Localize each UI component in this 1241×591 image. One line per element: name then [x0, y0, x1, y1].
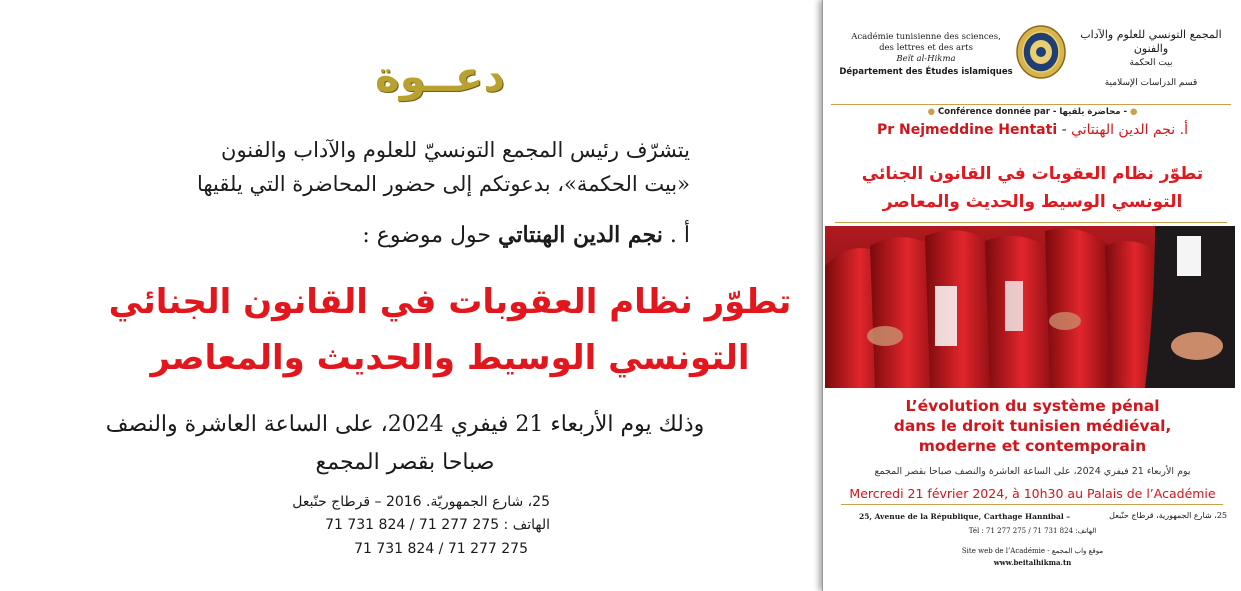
title-fr-line-1: L’évolution du système pénal: [905, 397, 1160, 415]
title-fr-line-3: moderne et contemporain: [918, 437, 1147, 455]
poster-speaker: Pr Nejmeddine Hentati - أ. نجم الدين الهنتاتي: [877, 122, 1188, 138]
divider: [841, 504, 1223, 505]
header-ar-line-1: المجمع التونسي للعلوم والآداب والفنون: [1080, 28, 1222, 55]
header-fr-line-3: Beït al-Hikma: [896, 54, 956, 64]
header-ar-line-2: بيت الحكمة: [1129, 58, 1173, 68]
poster-title-french: [823, 396, 1241, 456]
phone-label: الهاتف : 275 277 71 / 824 731 71: [325, 517, 550, 533]
poster-phone: Tél : 71 277 275 / 71 731 824 :الهاتف: [968, 527, 1097, 535]
invitation-text: [20, 0, 790, 591]
header-fr-line-2: des lettres et des arts: [879, 43, 973, 53]
speaker-name-ar: أ. نجم الدين الهنتاتي: [1071, 122, 1188, 138]
divider: [831, 104, 1231, 105]
invitation-line-2: «بيت الحكمة»، بدعوتكم إلى حضور المحاضرة التي يلقيها: [196, 172, 690, 196]
lecture-topic-line-1: تطوّر نظام العقوبات في القانون الجنائي: [108, 282, 792, 322]
invitation-title: دعــوة: [374, 52, 506, 101]
conference-poster: [822, 0, 1241, 591]
date-line-2: صباحا بقصر المجمع: [315, 450, 495, 475]
phone-line: 71 731 824 / 71 277 275: [354, 541, 528, 557]
website-url[interactable]: www.beitalhikma.tn: [993, 558, 1072, 567]
invitation-line-1: يتشرّف رئيس المجمع التونسيّ للعلوم والآداب والفنون: [221, 138, 690, 162]
poster-date-ar: يوم الأربعاء 21 فيفري 2024، على الساعة العاشرة والنصف صباحا بقصر المجمع: [874, 466, 1191, 477]
title-fr-line-2: dans le droit tunisien médiéval,: [893, 417, 1172, 435]
topic-intro: حول موضوع :: [362, 223, 498, 248]
date-line-1: وذلك يوم الأربعاء 21 فيفري 2024، على الساعة العاشرة والنصف: [105, 412, 705, 437]
address-line: 25، شارع الجمهوريّة. 2016 – قرطاج حنّبعل: [292, 494, 550, 510]
judges-in-red-robes-photo: [825, 226, 1235, 388]
poster-title-ar-line-1: تطوّر نظام العقوبات في القانون الجنائي: [861, 164, 1204, 184]
conference-label-ar: محاضرة يلقيها -: [1059, 107, 1127, 117]
divider: [835, 222, 1227, 223]
academy-seal-icon: [1015, 24, 1067, 80]
header-fr-line-1: Académie tunisienne des sciences,: [851, 32, 1001, 42]
header-fr-department: Département des Études islamiques: [839, 67, 1013, 77]
poster-header-arabic: [1071, 28, 1231, 90]
poster-date-fr: Mercredi 21 février 2024, à 10h30 au Palais de l’Académie: [849, 486, 1216, 501]
speaker-prefix: أ .: [662, 223, 690, 248]
website-label: Site web de l’Académie - موقع واب المجمع: [961, 547, 1104, 555]
poster-header-french: [831, 32, 1021, 78]
poster-address-fr: 25, Avenue de la République, Carthage Hannibal –: [859, 512, 1071, 521]
header-ar-department: قسم الدراسات الإسلامية: [1104, 78, 1198, 88]
poster-title-ar-line-2: التونسي الوسيط والحديث والمعاصر: [882, 192, 1183, 212]
speaker-name-fr: Pr Nejmeddine Hentati: [877, 122, 1058, 138]
poster-address-ar: 25، شارع الجمهورية، قرطاج حنّبعل: [1109, 511, 1227, 520]
poster-website: [823, 546, 1241, 568]
speaker-name: نجم الدين الهنتاتي: [497, 222, 663, 248]
invitation-line-3: [362, 222, 690, 248]
conference-label-fr: Conférence donnée par -: [938, 107, 1057, 117]
conference-label: ● Conférence donnée par - محاضرة يلقيها - ●: [927, 107, 1138, 117]
lecture-topic-line-2: التونسي الوسيط والحديث والمعاصر: [150, 338, 750, 378]
